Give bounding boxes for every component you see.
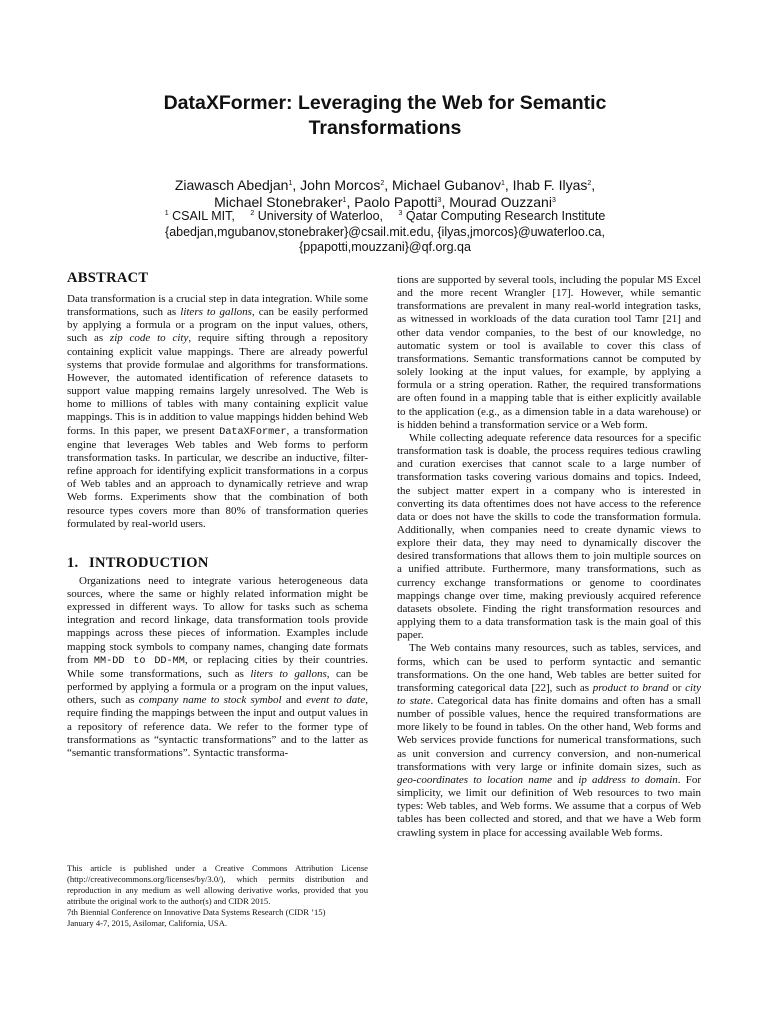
body-text: or — [668, 681, 686, 694]
intro-emphasis: company name to stock symbol — [138, 694, 282, 707]
intro-emphasis: event to date — [306, 694, 366, 707]
author-name: Ihab F. Ilyas — [512, 177, 588, 193]
author-name: Michael Gubanov — [392, 177, 501, 193]
author-name: John Morcos — [300, 177, 381, 193]
introduction-heading — [67, 555, 368, 572]
author-name: Ziawasch Abedjan — [174, 177, 289, 193]
body-paragraph: While collecting adequate reference data resources for a specific transformation task is doable, the process requires tedious crawling and curation exercises that cannot scale to a large number of transformation tasks covering various domains and topics. Indeed, the subject matter expert in a company who is interested in converting its data oftentimes does not have access to the reference data or does not have the skills to code the transformation formula. Additionally, when companies need to create dynamic views to explore their data, they may need to dynamically discover the desired transformations that allows them to join multiple sources on a unified attribute. Furthermore, many transformations, such as currency exchange transformations or genome to coordinates mappings change over time, making previously acquired reference datasets obsolete. Finding the right transformation resources and applying them to a data transformation task is the main goal of this paper. — [397, 431, 701, 642]
affiliations — [60, 209, 710, 256]
abstract-emphasis: liters to gallons — [180, 306, 252, 319]
body-text: and — [552, 773, 579, 786]
intro-text: , can be performed by applying a formula or a program on the input values, others, such as — [67, 667, 369, 707]
footnote-conference: 7th Biennial Conference on Innovative Data Systems Research (CIDR ’15) — [67, 907, 326, 917]
title-line-2: Transformations — [308, 117, 462, 139]
right-column — [397, 274, 701, 840]
author-affiliation-mark: 3 — [437, 197, 442, 204]
author-separator: , — [441, 194, 450, 210]
author-affiliation-mark: 2 — [380, 180, 385, 187]
system-name: DataXFormer — [219, 426, 287, 438]
body-emphasis: ip address to domain — [578, 773, 678, 786]
body-emphasis: geo-coordinates to location name — [397, 773, 553, 786]
author-affiliation-mark: 1 — [500, 180, 505, 187]
abstract-heading: ABSTRACT — [67, 270, 149, 286]
affiliation-line — [60, 209, 710, 225]
intro-text: , or replacing cities by their countries. While some transformations, such as — [67, 653, 368, 680]
abstract-emphasis: zip code to city — [109, 332, 189, 345]
author-name: Paolo Papotti — [354, 194, 438, 210]
intro-text: Organizations need to integrate various heterogeneous data sources, where the same or highly related information might be expressed in different ways. To allow for tasks such as schema integration and record linkage, data transformation tools provide mappings across these pieces of information. Examples include mapping stock symbols to company names, changing date formats from — [67, 574, 368, 666]
body-paragraph: tions are supported by several tools, including the popular MS Excel and the more recent Wrangler [17]. However, while semantic transformations are prevalent in many real-world integration tasks, as witnessed in workloads of the data curation tool Tamr [21] and other data vendor companies, to the best of our knowledge, no automatic system or tool is available to cover this class of transformations. Semantic transformations cannot be computed by solely looking at the input values, for example, by applying a formula or a string operation. Rather, the required transformations are often found in a mapping table that is either explicitly available to the application (e.g., as a dimension table in a data warehouse) or is hidden behind a transformation service or a Web form. — [397, 274, 701, 431]
body-emphasis: city to state — [397, 681, 701, 707]
author-affiliation-mark: 1 — [342, 197, 347, 204]
footnote-date-location: January 4-7, 2015, Asilomar, California, USA. — [67, 918, 228, 928]
paper-title — [60, 91, 710, 141]
footnote-license: This article is published under a Creative Commons Attribution License (http://creativecommons.org/licenses/by/3.0/), which permits distribution and reproduction in any medium as well allowing derivative works, provided that you attribute the original work to the author(s) and CIDR 2015. — [67, 863, 368, 906]
author-separator: , — [591, 177, 596, 193]
author-list — [60, 177, 710, 211]
author-name: Mourad Ouzzani — [449, 194, 552, 210]
affiliation-number: 2 — [250, 210, 255, 217]
body-paragraph — [397, 642, 701, 839]
author-separator: , — [504, 177, 513, 193]
intro-text: , require finding the mappings between the input and output values in a repository of reference data. We refer to the former type of transformations as “syntactic transformations” and to the latter as “semantic transformations”. Syntactic transforma- — [67, 694, 368, 759]
author-separator: , — [346, 194, 355, 210]
intro-text: and — [281, 694, 307, 707]
intro-emphasis: liters to gallons — [250, 667, 327, 680]
author-line-1 — [60, 177, 710, 194]
abstract-paragraph — [67, 293, 368, 531]
affiliation-name: Qatar Computing Research Institute — [405, 209, 606, 223]
author-emails-line-1: {abedjan,mgubanov,stonebraker}@csail.mit.edu, {ilyas,jmorcos}@uwaterloo.ca, — [165, 224, 605, 239]
affiliation-number: 1 — [164, 210, 169, 217]
author-affiliation-mark: 1 — [288, 180, 293, 187]
abstract-text: , can be easily performed by applying a formula or a program on the input values, others, such as — [67, 306, 368, 345]
author-emails-line-2: {ppapotti,mouzzani}@qf.org.qa — [299, 240, 471, 254]
body-text: . Categorical data has finite domains and often has a small number of possible values, hence the required transformations are more likely to be found in tables. On the other hand, Web forms and Web services provide functions for numerical transformations, such as unit conversion and currency conversion, and non-numerical transformations with very large or infinite domain sizes, such as — [397, 695, 701, 773]
left-column — [67, 270, 368, 760]
affiliation-name: CSAIL MIT, — [172, 209, 235, 223]
author-affiliation-mark: 2 — [587, 180, 592, 187]
date-format-code: MM-DD to DD-MM — [93, 655, 185, 667]
introduction-paragraph — [67, 575, 368, 760]
body-emphasis: product to brand — [592, 681, 669, 694]
abstract-text: , require sifting through a repository containing explicit value mappings. There are already powerful systems that provide formulae and algorithms for transformations. However, the automated identification of reference datasets to support value mapping remains largely unresolved. The Web is home to millions of tables with many containing explicit value mappings. This is in addition to value mappings hidden behind Web forms. In this paper, we present — [67, 332, 369, 437]
author-separator: , — [384, 177, 393, 193]
author-affiliation-mark: 3 — [551, 197, 556, 204]
abstract-text: Data transformation is a crucial step in data integration. While some transformations, such as — [67, 293, 368, 319]
copyright-footnote — [67, 863, 368, 929]
author-name: Michael Stonebraker — [214, 194, 343, 210]
body-text: . For simplicity, we limit our definition of Web resources to two main types: Web tables, and Web forms. We assume that a corpus of Web tables has been collected and stored, and that we have a Web form crawling system in place for accessing available Web forms. — [397, 773, 702, 839]
affiliation-name: University of Waterloo, — [257, 209, 383, 223]
section-number: 1. — [67, 554, 79, 571]
title-line-1: DataXFormer: Leveraging the Web for Semantic — [163, 92, 607, 114]
section-title: INTRODUCTION — [89, 554, 209, 571]
affiliation-number: 3 — [398, 210, 403, 217]
author-separator: , — [292, 177, 301, 193]
body-text: The Web contains many resources, such as tables, services, and forms, which can be used to perform syntactic and semantic transformations. On the one hand, Web tables are better suited for transforming categorical data [22], such as — [397, 642, 701, 694]
abstract-text: , a transformation engine that leverages Web tables and Web forms to perform transformation tasks. In particular, we describe an inductive, filter-refine approach for identifying explicit transformations in a corpus of Web tables and an approach to dynamically retrieve and wrap Web forms. Experiments show that the combination of both resource types covers more than 80% of transformation queries formulated by real-world users. — [67, 424, 368, 530]
